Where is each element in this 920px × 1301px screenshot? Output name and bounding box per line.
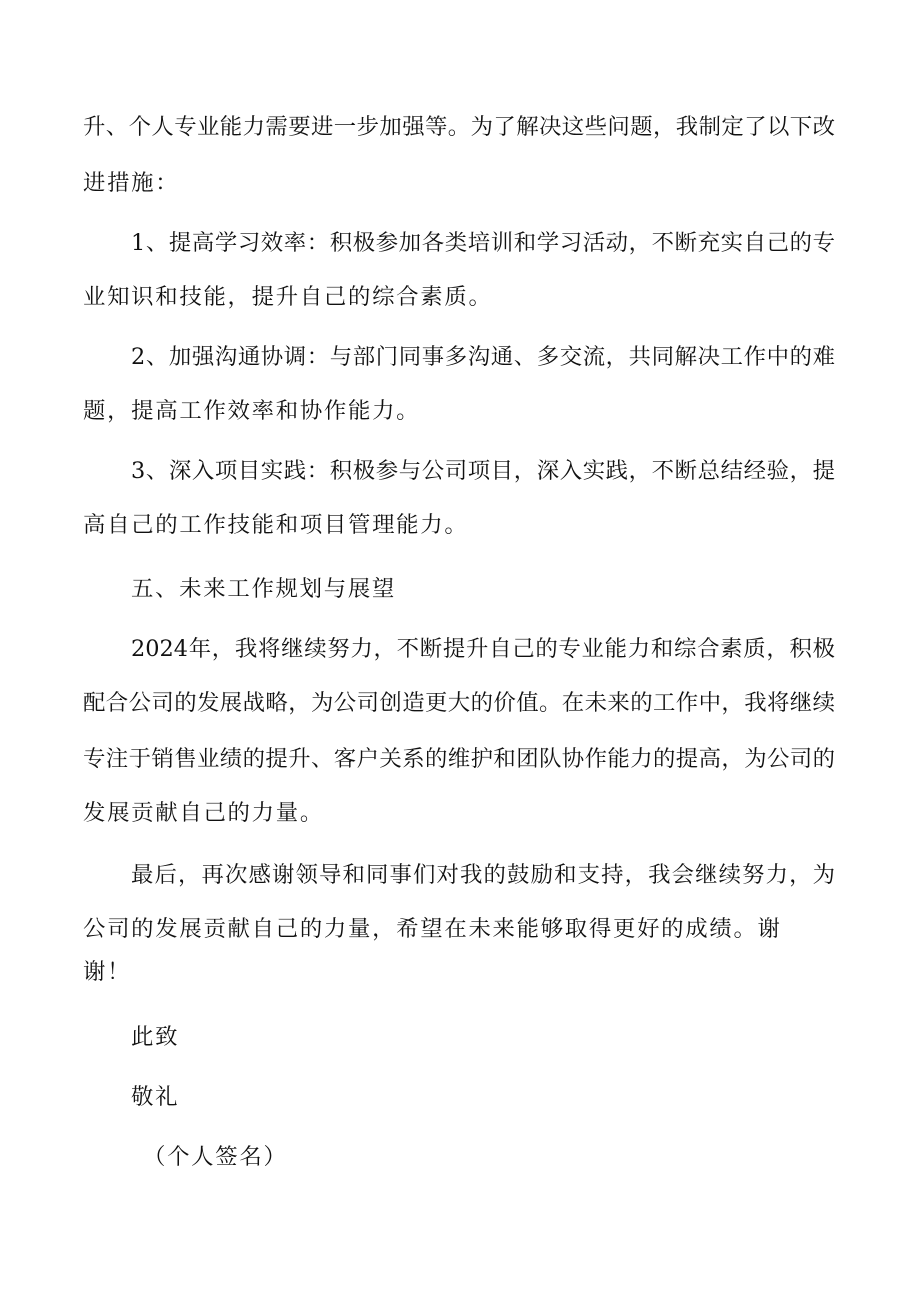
paragraph-line: 2024年，我将继续努力，不断提升自己的专业能力和综合素质，积极	[131, 636, 835, 662]
closing-salutation: 此致	[131, 1024, 180, 1050]
paragraph-line: 升、个人专业能力需要进一步加强等。为了解决这些问题，我制定了以下改	[83, 114, 835, 140]
list-item-1-line: 1、提高学习效率：积极参加各类培训和学习活动，不断充实自己的专	[131, 230, 835, 256]
paragraph-line: 发展贡献自己的力量。	[83, 800, 324, 826]
list-item-3-line: 高自己的工作技能和项目管理能力。	[83, 512, 469, 538]
paragraph-line: 进措施：	[83, 170, 180, 196]
paragraph-line: 公司的发展贡献自己的力量，希望在未来能够取得更好的成绩。谢	[83, 916, 782, 942]
paragraph-line: 专注于销售业绩的提升、客户关系的维护和团队协作能力的提高，为公司的	[83, 746, 835, 772]
paragraph-line: 谢！	[83, 959, 132, 985]
list-item-1-line: 业知识和技能，提升自己的综合素质。	[83, 284, 493, 310]
list-item-2-line: 2、加强沟通协调：与部门同事多沟通、多交流，共同解决工作中的难	[131, 344, 835, 370]
paragraph-line: 最后，再次感谢领导和同事们对我的鼓励和支持，我会继续努力，为	[131, 862, 835, 888]
list-item-3-line: 3、深入项目实践：积极参与公司项目，深入实践，不断总结经验，提	[131, 458, 835, 484]
list-item-2-line: 题，提高工作效率和协作能力。	[83, 398, 421, 424]
paragraph-line: 配合公司的发展战略，为公司创造更大的价值。在未来的工作中，我将继续	[83, 690, 835, 716]
closing-salutation: 敬礼	[131, 1084, 180, 1110]
section-heading: 五、未来工作规划与展望	[131, 576, 396, 602]
signature-placeholder: （个人签名）	[143, 1144, 288, 1170]
